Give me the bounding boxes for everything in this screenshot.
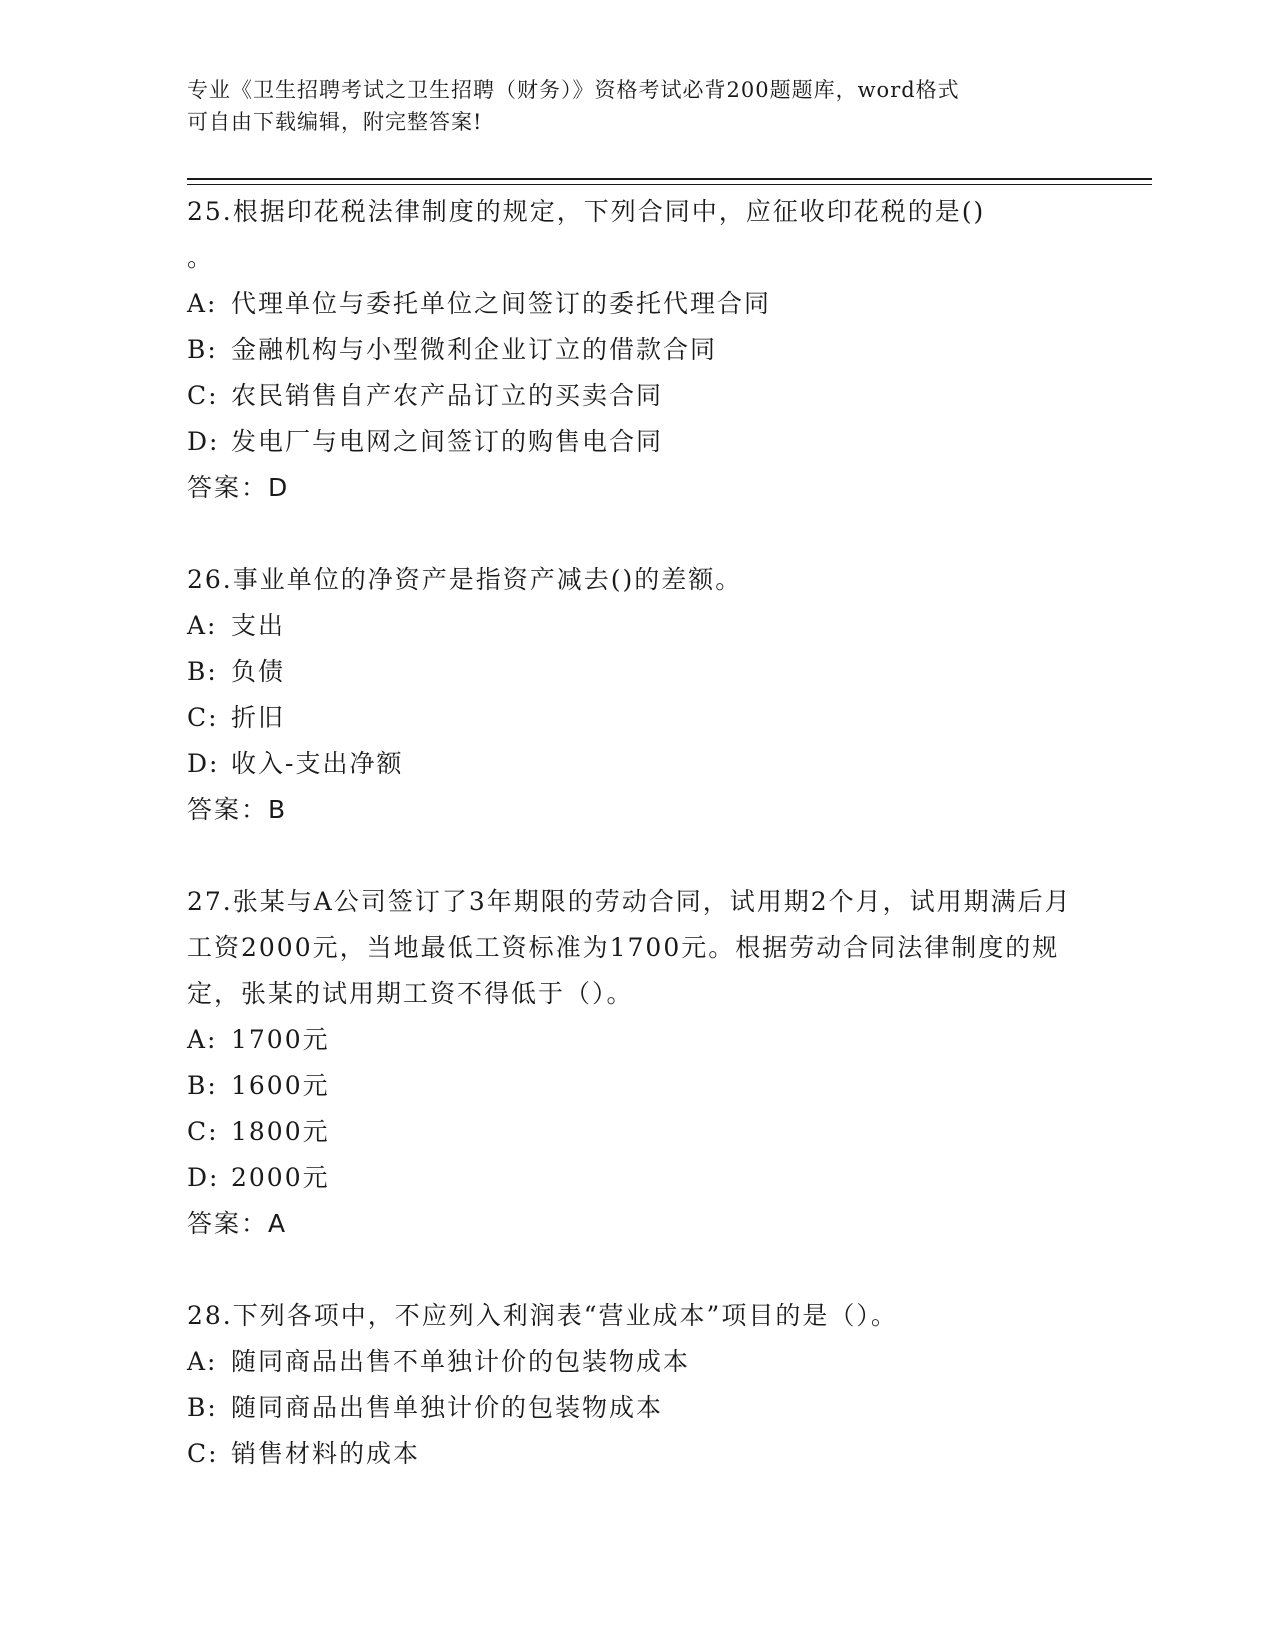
header-divider-thick xyxy=(187,178,1152,180)
option-text: 负债 xyxy=(231,657,286,686)
option-c xyxy=(187,1109,1087,1155)
option-a xyxy=(187,281,1087,327)
option-text: 代理单位与委托单位之间签订的委托代理合同 xyxy=(231,289,772,318)
question-number: 28. xyxy=(187,1301,233,1330)
option-label: D: xyxy=(187,427,220,456)
option-c xyxy=(187,695,1087,741)
option-b xyxy=(187,1385,1087,1431)
answer-line: 答案：A xyxy=(187,1209,288,1238)
question-28 xyxy=(187,1293,1087,1477)
question-number: 27. xyxy=(187,887,233,916)
option-c xyxy=(187,373,1087,419)
document-header xyxy=(187,74,1067,138)
option-label: C: xyxy=(187,1117,219,1146)
option-b xyxy=(187,1063,1087,1109)
option-label: C: xyxy=(187,1439,219,1468)
question-stem: 张某与A公司签订了3年期限的劳动合同，试用期2个月，试用期满后月工资2000元，当地最低工资标准为1700元。根据劳动合同法律制度的规定，张某的试用期工资不得低于（）。 xyxy=(187,887,1072,1008)
header-divider-thin xyxy=(187,184,1152,185)
option-c xyxy=(187,1431,1087,1477)
header-line-1: 专业《卫生招聘考试之卫生招聘（财务）》资格考试必背200题题库，word格式 xyxy=(187,78,960,102)
option-label: A: xyxy=(187,289,218,318)
question-number: 25. xyxy=(187,197,233,226)
question-text xyxy=(187,189,1087,235)
option-label: D: xyxy=(187,1163,220,1192)
question-number: 26. xyxy=(187,565,233,594)
question-stem: 下列各项中，不应列入利润表“营业成本”项目的是（）。 xyxy=(232,1301,898,1330)
option-text: 2000元 xyxy=(231,1163,330,1192)
question-26 xyxy=(187,557,1087,833)
option-label: A: xyxy=(187,1347,218,1376)
option-text: 收入-支出净额 xyxy=(231,749,404,778)
option-text: 金融机构与小型微利企业订立的借款合同 xyxy=(231,335,718,364)
question-text-continuation: 。 xyxy=(187,243,215,272)
option-text: 随同商品出售不单独计价的包装物成本 xyxy=(231,1347,691,1376)
option-d xyxy=(187,1155,1087,1201)
option-label: B: xyxy=(187,335,218,364)
question-text xyxy=(187,879,1087,1017)
answer-line: 答案：B xyxy=(187,795,288,824)
option-text: 随同商品出售单独计价的包装物成本 xyxy=(231,1393,664,1422)
question-stem: 根据印花税法律制度的规定，下列合同中，应征收印花税的是() xyxy=(232,197,986,226)
option-b xyxy=(187,327,1087,373)
option-d xyxy=(187,419,1087,465)
option-text: 发电厂与电网之间签订的购售电合同 xyxy=(231,427,664,456)
option-label: A: xyxy=(187,611,218,640)
question-27 xyxy=(187,879,1087,1247)
option-a xyxy=(187,1017,1087,1063)
option-a xyxy=(187,1339,1087,1385)
option-text: 1800元 xyxy=(231,1117,330,1146)
option-label: D: xyxy=(187,749,220,778)
option-text: 1600元 xyxy=(231,1071,330,1100)
option-text: 农民销售自产农产品订立的买卖合同 xyxy=(231,381,664,410)
option-label: B: xyxy=(187,1071,218,1100)
header-line-2: 可自由下载编辑，附完整答案! xyxy=(187,110,483,134)
option-label: A: xyxy=(187,1025,218,1054)
option-label: C: xyxy=(187,381,219,410)
question-list xyxy=(187,189,1087,1523)
option-b xyxy=(187,649,1087,695)
option-label: B: xyxy=(187,1393,218,1422)
question-text xyxy=(187,557,1087,603)
option-text: 支出 xyxy=(231,611,286,640)
answer-line: 答案：D xyxy=(187,473,290,502)
question-text xyxy=(187,1293,1087,1339)
option-label: C: xyxy=(187,703,219,732)
option-text: 销售材料的成本 xyxy=(231,1439,421,1468)
option-text: 折旧 xyxy=(231,703,286,732)
option-a xyxy=(187,603,1087,649)
option-label: B: xyxy=(187,657,218,686)
question-stem: 事业单位的净资产是指资产减去()的差额。 xyxy=(232,565,743,594)
option-d xyxy=(187,741,1087,787)
option-text: 1700元 xyxy=(231,1025,330,1054)
question-25 xyxy=(187,189,1087,511)
